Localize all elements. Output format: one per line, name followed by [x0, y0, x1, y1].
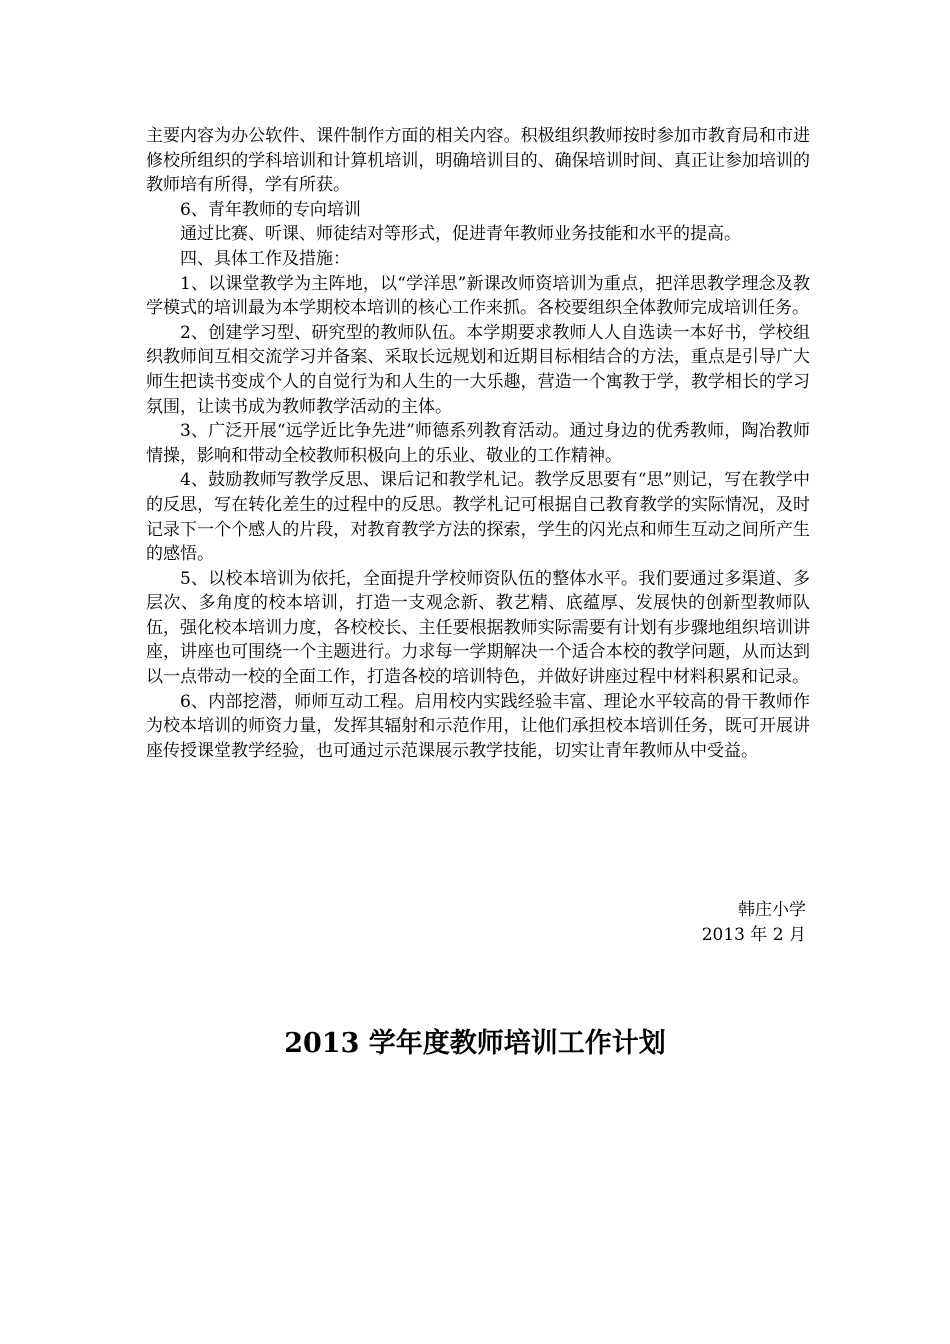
body-paragraph-3: 通过比赛、听课、师徒结对等形式，促进青年教师业务技能和水平的提高。: [180, 224, 741, 245]
signature-date: 2013 年 2 月: [701, 925, 806, 945]
body-paragraph-2: 6、青年教师的专向培训: [180, 199, 361, 220]
section-heading-measures: 四、具体工作及措施：: [180, 248, 350, 269]
body-paragraph-10: 6、内部挖潜，师师互动工程。启用校内实践经验丰富、理论水平较高的骨干教师作为校本培训的师资力量，发挥其辐射和示范作用，让他们承担校本培训任务，既可开展讲座传授课堂教学经验，也可通过示范课展示教学技能，切实让青年教师从中受益。: [146, 691, 810, 761]
body-paragraph-6: 2、创建学习型、研究型的教师队伍。本学期要求教师人人自选读一本好书，学校组织教师间互相交流学习并备案、采取长远规划和近期目标相结合的方法，重点是引导广大师生把读书变成个人的自觉行为和人生的一大乐趣，营造一个寓教于学，教学相长的学习氛围，让读书成为教师教学活动的主体。: [146, 322, 810, 417]
signature-block: [702, 898, 806, 948]
document-title: 2013 学年度教师培训工作计划: [284, 1028, 666, 1059]
body-paragraph-5: 1、以课堂教学为主阵地，以“学洋思”新课改师资培训为重点，把洋思教学理念及教学模式的培训最为本学期校本培训的核心工作来抓。各校要组织全体教师完成培训任务。: [146, 273, 810, 319]
body-paragraph-8: 4、鼓励教师写教学反思、课后记和教学札记。教学反思要有“思”则记，写在教学中的反思，写在转化差生的过程中的反思。教学札记可根据自己教育教学的实际情况，及时记录下一个个感人的片段，对教育教学方法的探索，学生的闪光点和师生互动之间所产生的感悟。: [146, 470, 810, 565]
body-paragraph-7: 3、广泛开展“远学近比争先进”师德系列教育活动。通过身边的优秀教师，陶冶教师情操，影响和带动全校教师积极向上的乐业、敬业的工作精神。: [146, 421, 810, 466]
document-body: [146, 124, 810, 763]
body-paragraph-1: 主要内容为办公软件、课件制作方面的相关内容。积极组织教师按时参加市教育局和市进修校所组织的学科培训和计算机培训，明确培训目的、确保培训时间、真正让参加培训的教师培有所得，学有所获。: [146, 126, 810, 196]
body-paragraph-9: 5、以校本培训为依托，全面提升学校师资队伍的整体水平。我们要通过多渠道、多层次、多角度的校本培训，打造一支观念新、教艺精、底蕴厚、发展快的创新型教师队伍，强化校本培训力度，各校校长、主任要根据教师实际需要有计划有步骤地组织培训讲座，讲座也可围绕一个主题进行。力求每一学期解决一个适合本校的教学问题，从而达到以一点带动一校的全面工作，打造各校的培训特色，并做好讲座过程中材料积累和记录。: [146, 568, 810, 688]
signature-school: 韩庄小学: [738, 900, 806, 920]
